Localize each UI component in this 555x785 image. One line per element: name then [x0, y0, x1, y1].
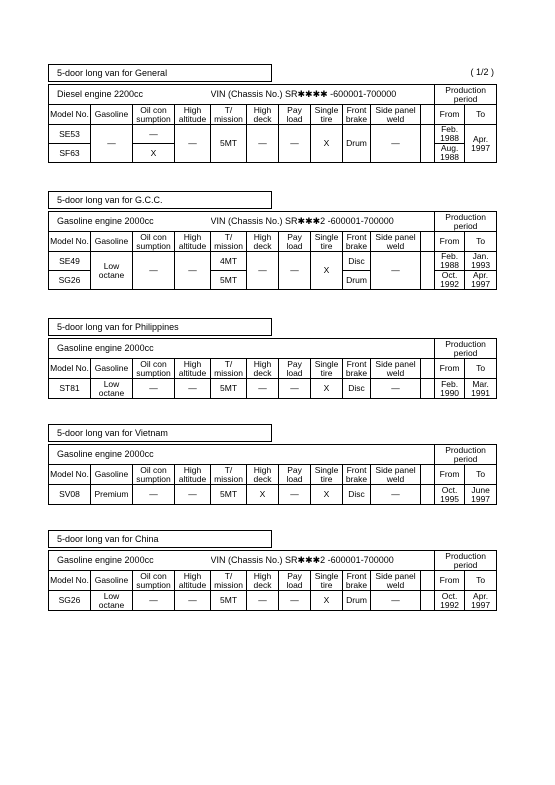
model-cell: SV08	[49, 485, 91, 505]
col-model-no: Model No.	[49, 571, 91, 591]
high-deck-cell: —	[247, 379, 279, 399]
front-brake-cell: Drum	[343, 271, 371, 290]
side-panel-cell: —	[371, 252, 421, 290]
mission-cell: 5MT	[211, 485, 247, 505]
oil-cell: —	[133, 591, 175, 611]
table-row	[49, 252, 497, 271]
pay-load-cell: —	[279, 252, 311, 290]
col-high-deck: High deck	[247, 105, 279, 125]
model-cell: SE53	[49, 125, 91, 144]
gasoline-cell: —	[91, 125, 133, 163]
vin-label: VIN (Chassis No.) SR✱✱✱✱ -600001-700000	[211, 85, 435, 105]
col-high-deck: High deck	[247, 359, 279, 379]
production-period-header: Production period	[435, 445, 497, 465]
blank-cell	[421, 232, 435, 252]
pay-load-cell: —	[279, 591, 311, 611]
table-row	[49, 485, 497, 505]
col-t-mission: T/ mission	[211, 359, 247, 379]
col-front-brake: Front brake	[343, 105, 371, 125]
to-cell: Apr. 1997	[465, 591, 497, 611]
pay-load-cell: —	[279, 379, 311, 399]
col-gasoline: Gasoline	[91, 465, 133, 485]
col-model-no: Model No.	[49, 232, 91, 252]
from-cell: Feb. 1988	[435, 125, 465, 144]
single-tire-cell: X	[311, 591, 343, 611]
engine-label: Gasoline engine 2000cc	[49, 212, 211, 232]
front-brake-cell: Drum	[343, 125, 371, 163]
high-alt-cell: —	[175, 485, 211, 505]
blank-cell	[421, 359, 435, 379]
oil-cell: —	[133, 379, 175, 399]
high-deck-cell: X	[247, 485, 279, 505]
vin-label: VIN (Chassis No.) SR✱✱✱2 -600001-700000	[211, 551, 435, 571]
col-gasoline: Gasoline	[91, 359, 133, 379]
engine-label: Gasoline engine 2000cc	[49, 445, 211, 465]
blank-cell	[421, 125, 435, 163]
col-from: From	[435, 465, 465, 485]
mission-cell: 5MT	[211, 271, 247, 290]
col-oil: Oil con sumption	[133, 105, 175, 125]
col-oil: Oil con sumption	[133, 571, 175, 591]
single-tire-cell: X	[311, 125, 343, 163]
from-cell: Oct. 1992	[435, 591, 465, 611]
section-title: 5-door long van for Vietnam	[48, 424, 272, 442]
single-tire-cell: X	[311, 485, 343, 505]
col-single-tire: Single tire	[311, 232, 343, 252]
col-gasoline: Gasoline	[91, 232, 133, 252]
high-deck-cell: —	[247, 125, 279, 163]
engine-label: Gasoline engine 2000cc	[49, 551, 211, 571]
section-title: 5-door long van for General	[48, 64, 272, 82]
col-high-altitude: High altitude	[175, 105, 211, 125]
spec-table	[48, 211, 497, 290]
blank-cell	[421, 571, 435, 591]
pay-load-cell: —	[279, 485, 311, 505]
col-front-brake: Front brake	[343, 465, 371, 485]
side-panel-cell: —	[371, 485, 421, 505]
col-high-deck: High deck	[247, 465, 279, 485]
col-high-deck: High deck	[247, 232, 279, 252]
high-alt-cell: —	[175, 125, 211, 163]
gasoline-cell: Premium	[91, 485, 133, 505]
from-cell: Feb. 1990	[435, 379, 465, 399]
vin-label: VIN (Chassis No.) SR✱✱✱2 -600001-700000	[211, 212, 435, 232]
oil-cell: —	[133, 252, 175, 290]
single-tire-cell: X	[311, 379, 343, 399]
col-t-mission: T/ mission	[211, 105, 247, 125]
table-row	[49, 125, 497, 144]
production-period-header: Production period	[435, 85, 497, 105]
single-tire-cell: X	[311, 252, 343, 290]
mission-cell: 5MT	[211, 125, 247, 163]
col-to: To	[465, 571, 497, 591]
col-model-no: Model No.	[49, 359, 91, 379]
from-cell: Aug. 1988	[435, 144, 465, 163]
col-t-mission: T/ mission	[211, 571, 247, 591]
col-pay-load: Pay load	[279, 105, 311, 125]
col-pay-load: Pay load	[279, 465, 311, 485]
mission-cell: 5MT	[211, 591, 247, 611]
col-pay-load: Pay load	[279, 571, 311, 591]
col-from: From	[435, 232, 465, 252]
high-alt-cell: —	[175, 591, 211, 611]
col-side-panel: Side panel weld	[371, 232, 421, 252]
col-from: From	[435, 571, 465, 591]
blank-cell	[421, 252, 435, 290]
gasoline-cell: Low octane	[91, 591, 133, 611]
blank-cell	[421, 465, 435, 485]
oil-cell: —	[133, 125, 175, 144]
front-brake-cell: Disc	[343, 379, 371, 399]
blank-cell	[421, 485, 435, 505]
col-oil: Oil con sumption	[133, 465, 175, 485]
model-cell: SE49	[49, 252, 91, 271]
col-front-brake: Front brake	[343, 571, 371, 591]
gasoline-cell: Low octane	[91, 379, 133, 399]
col-t-mission: T/ mission	[211, 465, 247, 485]
section-title: 5-door long van for G.C.C.	[48, 191, 272, 209]
col-front-brake: Front brake	[343, 232, 371, 252]
oil-cell: —	[133, 485, 175, 505]
high-alt-cell: —	[175, 379, 211, 399]
col-to: To	[465, 359, 497, 379]
col-gasoline: Gasoline	[91, 571, 133, 591]
section-title: 5-door long van for China	[48, 530, 272, 548]
col-side-panel: Side panel weld	[371, 465, 421, 485]
blank-cell	[421, 379, 435, 399]
spec-table	[48, 444, 497, 505]
spec-table	[48, 550, 497, 611]
col-to: To	[465, 232, 497, 252]
engine-label: Diesel engine 2200cc	[49, 85, 211, 105]
section-title: 5-door long van for Philippines	[48, 318, 272, 336]
production-period-header: Production period	[435, 551, 497, 571]
high-deck-cell: —	[247, 591, 279, 611]
col-t-mission: T/ mission	[211, 232, 247, 252]
spec-table	[48, 338, 497, 399]
col-to: To	[465, 465, 497, 485]
col-pay-load: Pay load	[279, 359, 311, 379]
to-cell: Apr. 1997	[465, 271, 497, 290]
oil-cell: X	[133, 144, 175, 163]
from-cell: Oct. 1992	[435, 271, 465, 290]
col-single-tire: Single tire	[311, 571, 343, 591]
production-period-header: Production period	[435, 339, 497, 359]
mission-cell: 4MT	[211, 252, 247, 271]
blank-cell	[421, 591, 435, 611]
col-model-no: Model No.	[49, 465, 91, 485]
side-panel-cell: —	[371, 591, 421, 611]
col-oil: Oil con sumption	[133, 359, 175, 379]
col-pay-load: Pay load	[279, 232, 311, 252]
col-from: From	[435, 359, 465, 379]
model-cell: SF63	[49, 144, 91, 163]
blank-cell	[421, 105, 435, 125]
vin-label	[211, 339, 435, 359]
engine-label: Gasoline engine 2000cc	[49, 339, 211, 359]
col-single-tire: Single tire	[311, 359, 343, 379]
col-side-panel: Side panel weld	[371, 105, 421, 125]
col-oil: Oil con sumption	[133, 232, 175, 252]
model-cell: ST81	[49, 379, 91, 399]
col-high-altitude: High altitude	[175, 465, 211, 485]
col-model-no: Model No.	[49, 105, 91, 125]
to-cell: Apr. 1997	[465, 125, 497, 163]
page-number: ( 1/2 )	[470, 67, 494, 77]
col-gasoline: Gasoline	[91, 105, 133, 125]
to-cell: Mar. 1991	[465, 379, 497, 399]
from-cell: Oct. 1995	[435, 485, 465, 505]
production-period-header: Production period	[435, 212, 497, 232]
side-panel-cell: —	[371, 125, 421, 163]
front-brake-cell: Disc	[343, 485, 371, 505]
col-side-panel: Side panel weld	[371, 571, 421, 591]
high-deck-cell: —	[247, 252, 279, 290]
model-cell: SG26	[49, 591, 91, 611]
col-high-altitude: High altitude	[175, 571, 211, 591]
col-single-tire: Single tire	[311, 465, 343, 485]
col-side-panel: Side panel weld	[371, 359, 421, 379]
side-panel-cell: —	[371, 379, 421, 399]
model-cell: SG26	[49, 271, 91, 290]
col-from: From	[435, 105, 465, 125]
col-front-brake: Front brake	[343, 359, 371, 379]
gasoline-cell: Low octane	[91, 252, 133, 290]
table-row	[49, 591, 497, 611]
front-brake-cell: Disc	[343, 252, 371, 271]
pay-load-cell: —	[279, 125, 311, 163]
from-cell: Feb. 1988	[435, 252, 465, 271]
spec-table	[48, 84, 497, 163]
high-alt-cell: —	[175, 252, 211, 290]
col-single-tire: Single tire	[311, 105, 343, 125]
col-high-deck: High deck	[247, 571, 279, 591]
to-cell: Jan. 1993	[465, 252, 497, 271]
col-high-altitude: High altitude	[175, 359, 211, 379]
table-row	[49, 379, 497, 399]
mission-cell: 5MT	[211, 379, 247, 399]
vin-label	[211, 445, 435, 465]
to-cell: June 1997	[465, 485, 497, 505]
col-to: To	[465, 105, 497, 125]
front-brake-cell: Drum	[343, 591, 371, 611]
col-high-altitude: High altitude	[175, 232, 211, 252]
